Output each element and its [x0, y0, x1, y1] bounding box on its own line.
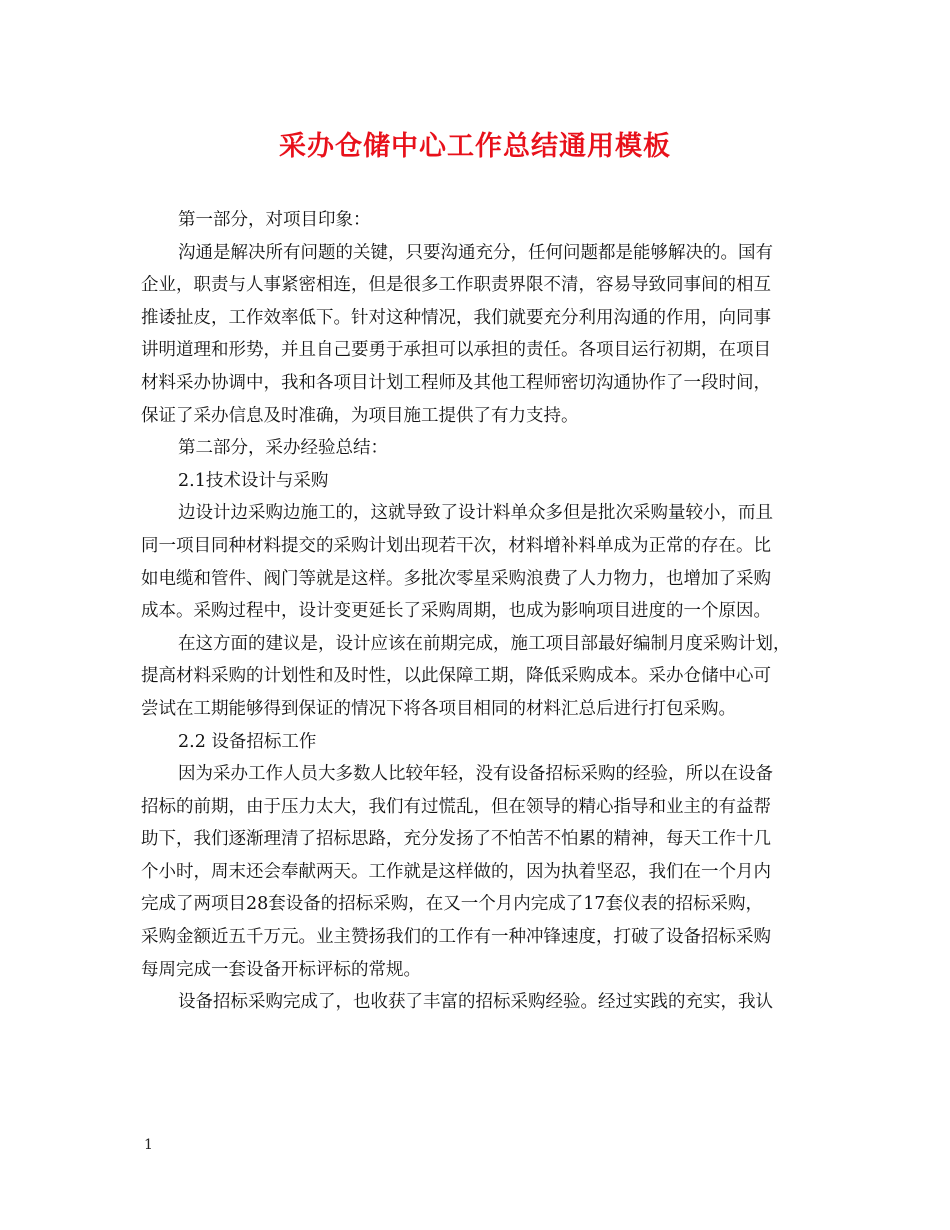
text-line: 第一部分，对项目印象：: [178, 210, 371, 230]
text-line: 企业，职责与人事紧密相连，但是很多工作职责界限不清，容易导致同事间的相互: [141, 275, 771, 296]
text-line: 同一项目同种材料提交的采购计划出现若干次，材料增补料单成为正常的存在。比: [141, 535, 771, 556]
document-title: 采办仓储中心工作总结通用模板: [279, 131, 671, 162]
text-line: 保证了采办信息及时准确，为项目施工提供了有力支持。: [141, 405, 579, 426]
text-line: 2.1技术设计与采购: [178, 470, 329, 491]
text-line: 因为采办工作人员大多数人比较年轻，没有设备招标采购的经验，所以在设备: [178, 764, 773, 785]
text-line: 招标的前期，由于压力太大，我们有过慌乱，但在领导的精心指导和业主的有益帮: [141, 796, 771, 817]
text-line: 2.2 设备招标工作: [178, 731, 317, 752]
text-line: 每周完成一套设备开标评标的常规。: [141, 959, 421, 980]
text-line: 成本。采购过程中，设计变更延长了采购周期，也成为影响项目进度的一个原因。: [141, 601, 771, 622]
text-line: 边设计边采购边施工的，这就导致了设计料单众多但是批次采购量较小，而且: [178, 503, 773, 524]
text-line: 推诿扯皮，工作效率低下。针对这种情况，我们就要充分利用沟通的作用，向同事: [141, 307, 771, 328]
text-line: 个小时，周末还会奉献两天。工作就是这样做的，因为执着坚忍，我们在一个月内: [141, 861, 771, 882]
page-number: 1: [144, 1137, 153, 1153]
text-line: 设备招标采购完成了，也收获了丰富的招标采购经验。经过实践的充实，我认: [178, 992, 773, 1013]
text-line: 讲明道理和形势，并且自己要勇于承担可以承担的责任。各项目运行初期，在项目: [141, 340, 771, 361]
text-line: 材料采办协调中，我和各项目计划工程师及其他工程师密切沟通协作了一段时间，: [141, 372, 771, 393]
text-line: 助下，我们逐渐理清了招标思路，充分发扬了不怕苦不怕累的精神，每天工作十几: [141, 829, 771, 850]
text-line: 第二部分，采办经验总结：: [178, 438, 388, 459]
text-line: 完成了两项目28套设备的招标采购，在又一个月内完成了17套仪表的招标采购，: [141, 894, 764, 915]
text-line: 在这方面的建议是，设计应该在前期完成，施工项目部最好编制月度采购计划，: [178, 633, 791, 654]
text-line: 沟通是解决所有问题的关键，只要沟通充分，任何问题都是能够解决的。国有: [178, 242, 773, 263]
text-line: 尝试在工期能够得到保证的情况下将各项目相同的材料汇总后进行打包采购。: [141, 698, 736, 719]
document-body: [141, 204, 821, 1019]
text-line: 采购金额近五千万元。业主赞扬我们的工作有一种冲锋速度，打破了设备招标采购: [141, 927, 771, 948]
text-line: 如电缆和管件、阀门等就是这样。多批次零星采购浪费了人力物力，也增加了采购: [141, 568, 771, 589]
text-line: 提高材料采购的计划性和及时性，以此保障工期，降低采购成本。采办仓储中心可: [141, 666, 771, 687]
